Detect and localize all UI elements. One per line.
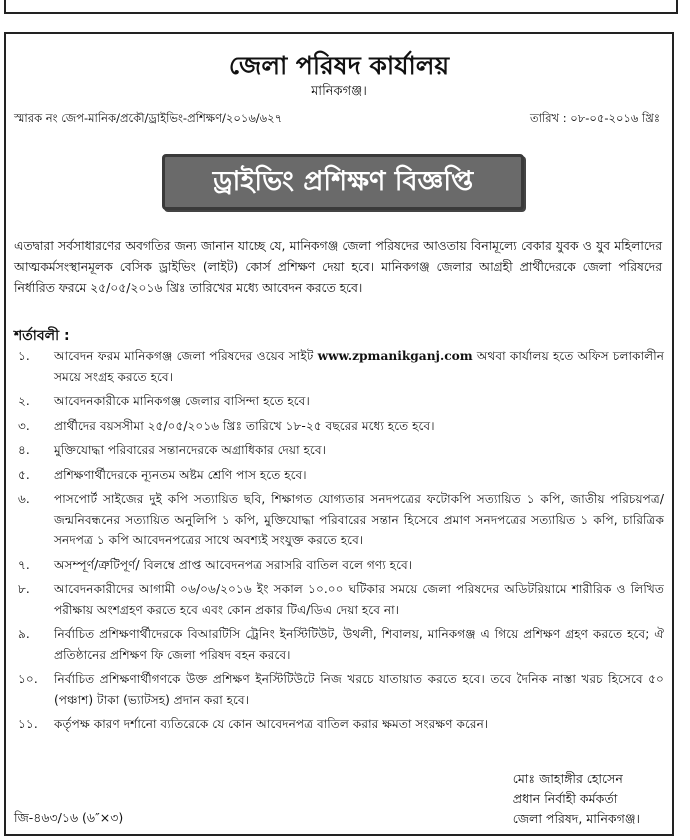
condition-item	[14, 714, 664, 735]
condition-number: ৩.	[18, 418, 30, 433]
signature-block	[513, 769, 640, 829]
previous-notice-strip	[4, 0, 678, 14]
previous-notice-code	[14, 0, 126, 5]
condition-text: পাসপোর্ট সাইজের দুই কপি সত্যায়িত ছবি, শিক্ষাগত যোগ্যতার সনদপত্রের ফটোকপি সত্যায়িত ১ কপি, জাতীয় পরিচয়পত্র/জন্মনিবন্ধনের সত্যায়িত অনুলিপি ১ কপি, মুক্তিযোদ্ধা পরিবারের সন্তান হিসেবে প্রমাণ সনদপত্রের সত্যায়িত ১ কপি, চারিত্রিক সনদপত্র ১ কপি আবেদনপত্রের সাথে অবশ্যই সংযুক্ত করতে হবে।	[54, 492, 664, 547]
office-location: মানিকগঞ্জ।	[311, 84, 367, 99]
condition-item	[14, 416, 664, 437]
notice-frame	[4, 32, 674, 836]
condition-text: অথবা কার্যালয় হতে অফিস চলাকালীন সময়ে সংগ্রহ করতে হবে।	[54, 349, 664, 384]
condition-text: আবেদনকারীদের আগামী ০৬/০৬/২০১৬ ইং সকাল ১০.০০ ঘটিকার সময়ে জেলা পরিষদের অডিটরিয়ামে শারীরিক ও লিখিত পরীক্ষায় অংশগ্রহণ করতে হবে এবং কোন প্রকার টিএ/ডিএ দেয়া হবে না।	[54, 582, 664, 617]
condition-item	[14, 440, 664, 461]
office-title: জেলা পরিষদ কার্যালয়	[228, 51, 450, 80]
condition-item	[14, 624, 664, 665]
website-link[interactable]: www.zpmanikganj.com	[317, 349, 473, 363]
condition-number: ১০.	[18, 672, 38, 686]
condition-number: ১.	[18, 349, 30, 363]
signatory-name: মোঃ জাহাঙ্গীর হোসেন	[512, 771, 623, 786]
condition-number: ৮.	[18, 582, 30, 596]
condition-number: ২.	[18, 394, 30, 408]
condition-item	[14, 579, 664, 620]
condition-number: ৯.	[18, 627, 30, 641]
signatory-designation: প্রধান নির্বাহী কর্মকর্তা	[512, 791, 618, 806]
condition-text: নির্বাচিত প্রশিক্ষণার্থীগণকে উক্ত প্রশিক্ষণ ইনস্টিটিউটে নিজ খরচে যাতায়াত করতে হবে। তবে দৈনিক নাস্তা খরচ হিসেবে ৫০ (পঞ্চাশ) টাকা (ভ্যাটসহ) প্রদান করা হবে।	[54, 672, 664, 707]
condition-item	[14, 669, 664, 710]
condition-text: মুক্তিযোদ্ধা পরিবারের সন্তানদেরকে অগ্রাধিকার দেয়া হবে।	[54, 443, 326, 457]
previous-notice-email	[361, 0, 574, 5]
condition-number: ১১.	[18, 717, 38, 731]
condition-item	[14, 465, 664, 486]
ad-code: জি-৪৬৩/১৬ (৬″×৩)	[14, 810, 124, 825]
condition-item	[14, 489, 664, 551]
condition-text: নির্বাচিত প্রশিক্ষণার্থীদেরকে বিআরটিসি ট্রেনিং ইনস্টিটিউট, উথলী, শিবালয়, মানিকগঞ্জ এ গিয়ে প্রশিক্ষণ গ্রহণ করতে হবে; ঐ প্রতিষ্ঠানের প্রশিক্ষণ ফি জেলা পরিষদ বহন করবে।	[54, 627, 664, 662]
condition-text: কর্তৃপক্ষ কারণ দর্শানো ব্যতিরেকে যে কোন আবেদনপত্র বাতিল করার ক্ষমতা সংরক্ষণ করেন।	[54, 717, 489, 731]
condition-text: আবেদন ফরম মানিকগঞ্জ জেলা পরিষদের ওয়েব সাইট	[54, 349, 318, 363]
condition-number: ৬.	[18, 492, 30, 506]
condition-text: প্রার্থীদের বয়সসীমা ২৫/০৫/২০১৬ খ্রিঃ তারিখে ১৮-২৫ বছরের মধ্যে হতে হবে।	[54, 418, 435, 433]
condition-text: আবেদনকারীকে মানিকগঞ্জ জেলার বাসিন্দা হতে হবে।	[54, 394, 310, 408]
memo-number: স্মারক নং জেপ-মানিক/প্রকৌ/ড্রাইভিং-প্রশিক্ষণ/২০১৬/৬২৭	[14, 111, 283, 125]
condition-item	[14, 391, 664, 412]
conditions-list	[14, 346, 664, 739]
notice-banner: ড্রাইভিং প্রশিক্ষণ বিজ্ঞপ্তি	[162, 154, 524, 210]
signatory-office: জেলা পরিষদ, মানিকগঞ্জ।	[512, 811, 640, 826]
condition-text: অসম্পূর্ণ/ত্রুটিপূর্ণ/ বিলম্বে প্রাপ্ত আবেদনপত্র সরাসরি বাতিল বলে গণ্য হবে।	[54, 557, 413, 572]
condition-number: ৭.	[18, 557, 30, 572]
conditions-heading: শর্তাবলী :	[14, 328, 70, 344]
notice-date: তারিখ : ০৮-০৫-২০১৬ খ্রিঃ	[529, 111, 660, 125]
intro-paragraph: এতদ্বারা সর্বসাধারণের অবগতির জন্য জানান যাচ্ছে যে, মানিকগঞ্জ জেলা পরিষদের আওতায় বিনামূল্যে বেকার যুবক ও যুব মহিলাদের আত্মকর্মসংস্থানমূলক বেসিক ড্রাইভিং (লাইট) কোর্স প্রশিক্ষণ দেয়া হবে। মানিকগঞ্জ জেলার আগ্রহী প্রার্থীদেরকে জেলা পরিষদের নির্ধারিত ফরমে ২৫/০৫/২০১৬ খ্রিঃ তারিখের মধ্যে আবেদন করতে হবে।	[14, 239, 662, 295]
condition-text: প্রশিক্ষণার্থীদেরকে ন্যূনতম অষ্টম শ্রেণি পাস হতে হবে।	[54, 467, 307, 482]
condition-number: ৪.	[18, 443, 30, 457]
condition-item	[14, 555, 664, 576]
condition-item	[14, 346, 664, 387]
condition-number: ৫.	[18, 467, 30, 482]
